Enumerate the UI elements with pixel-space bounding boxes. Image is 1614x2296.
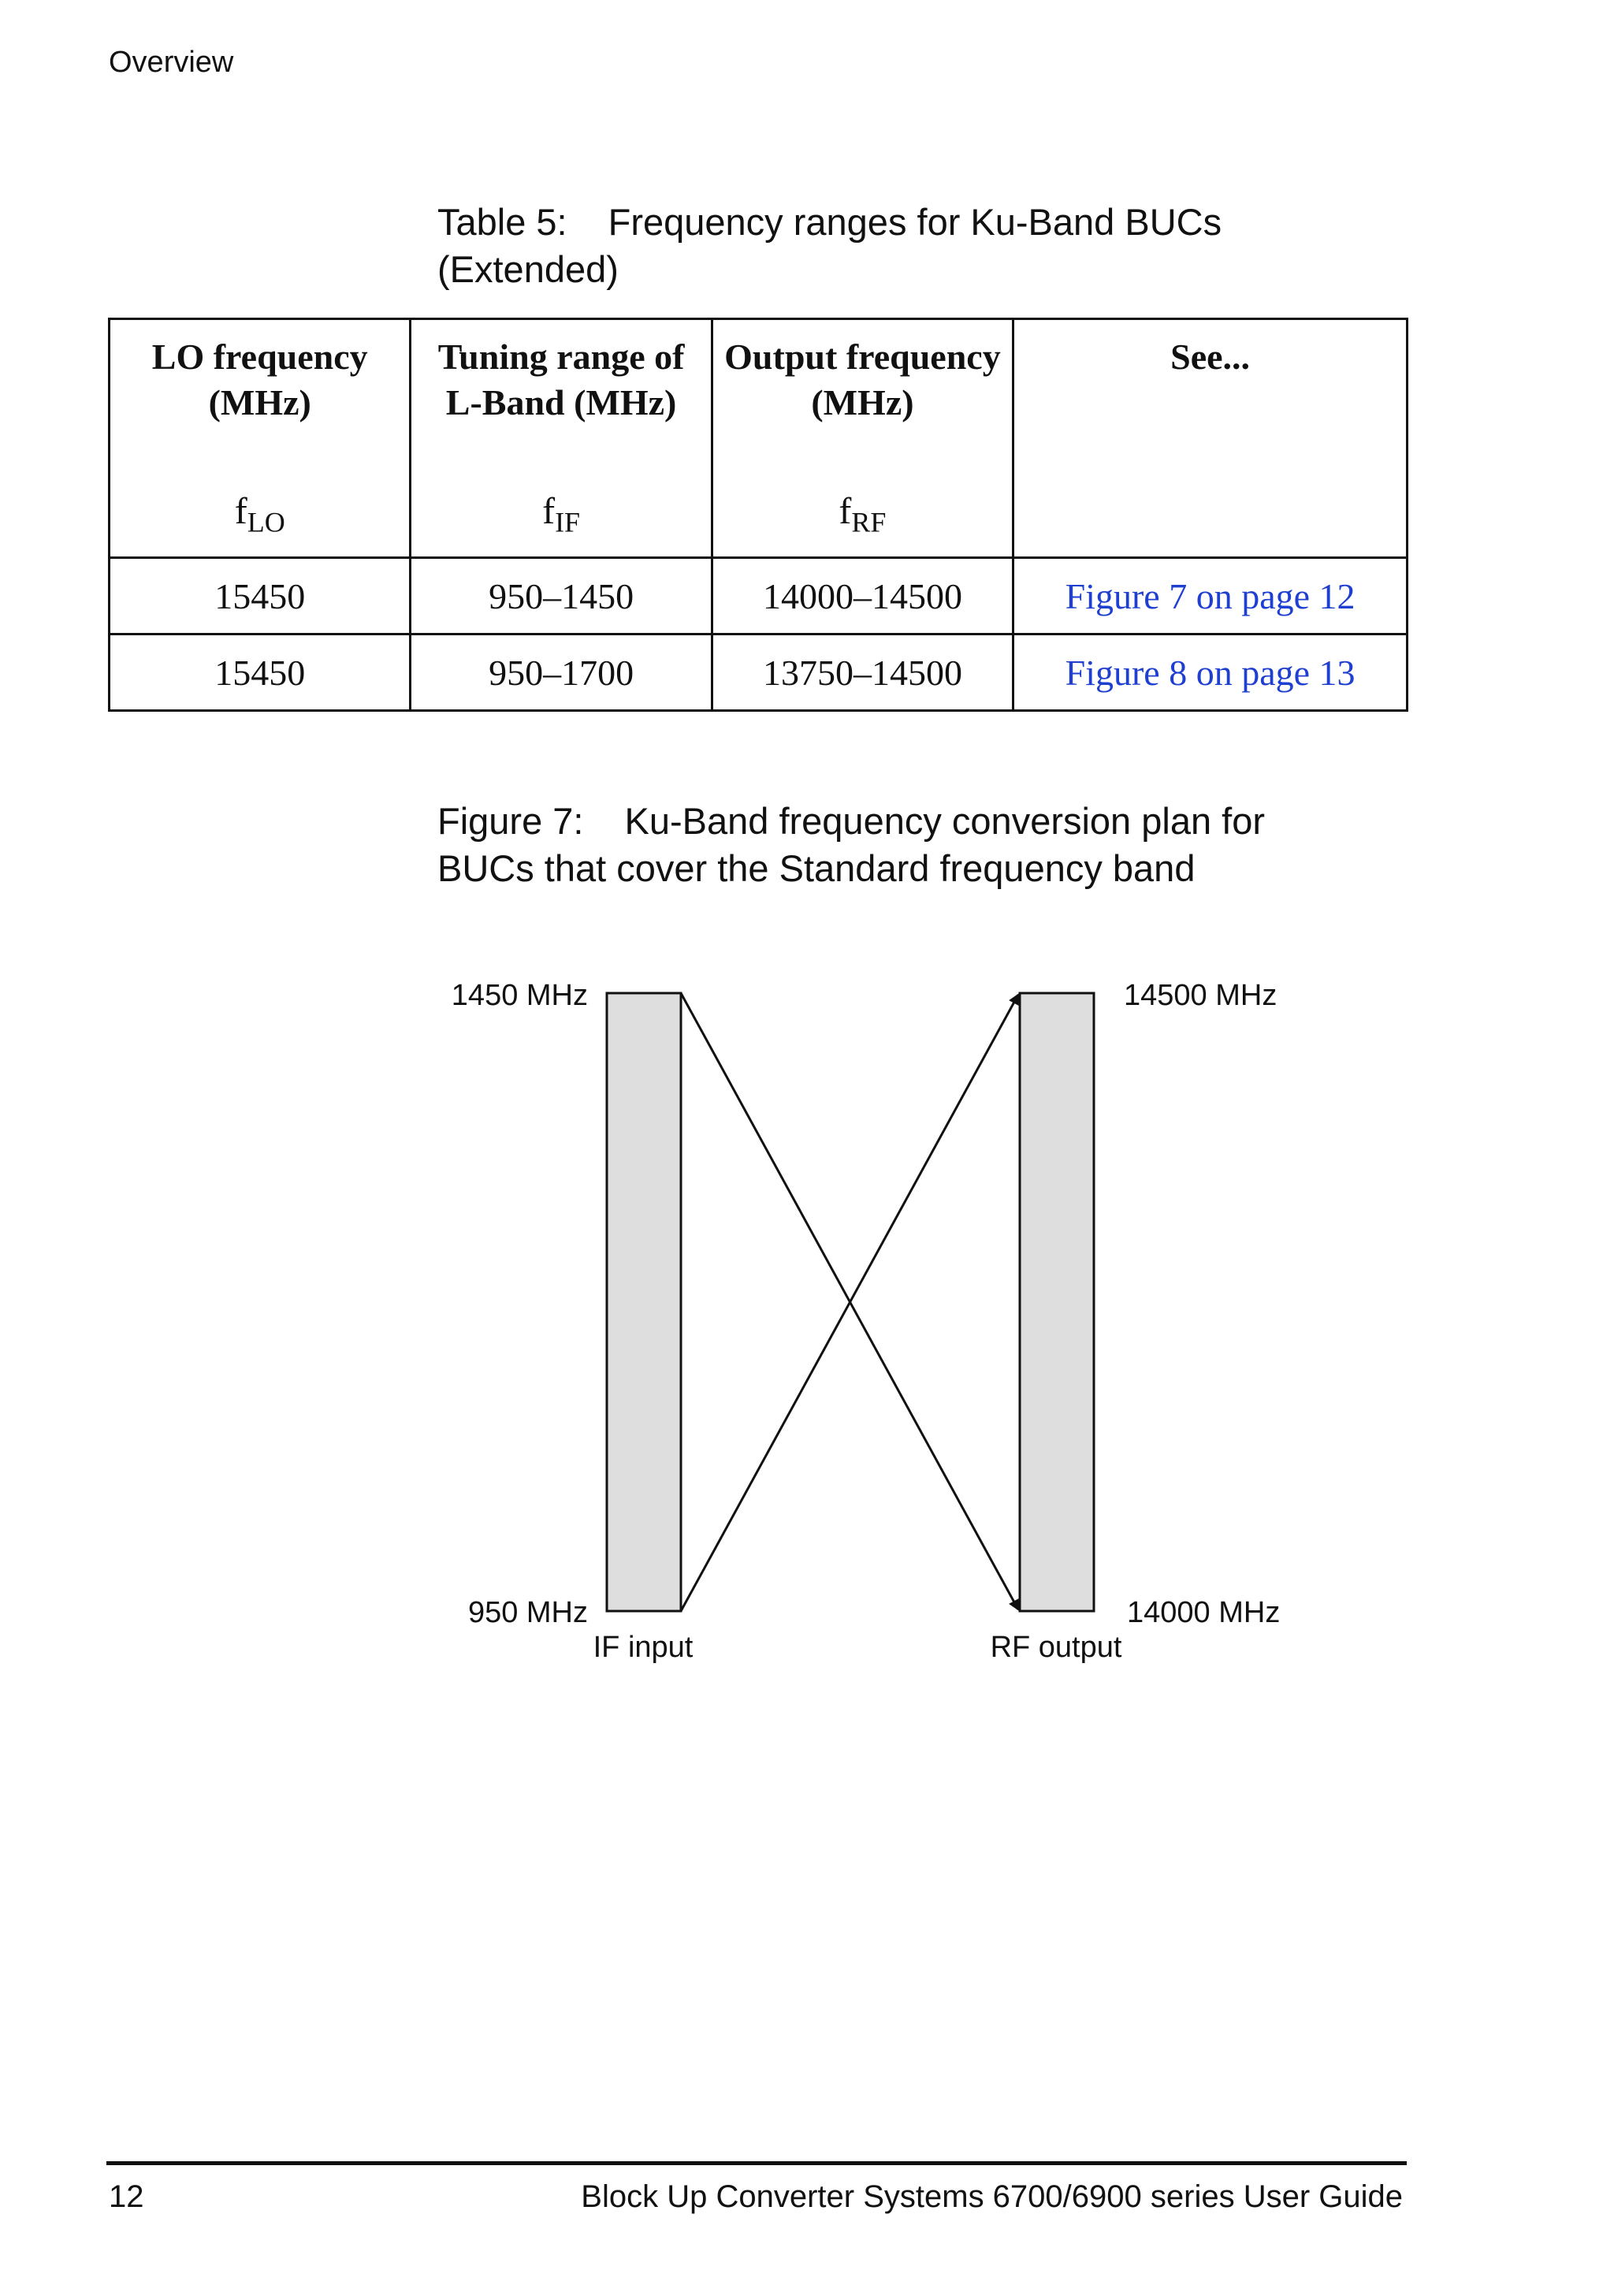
page-number: 12 — [109, 2179, 144, 2214]
cell-lo: 15450 — [110, 634, 411, 711]
symbol-f-lo: $f_{LO}$ — [234, 490, 285, 538]
figure-caption-label: Figure 7: — [437, 800, 584, 842]
rf-bottom-frequency: 14000 MHz — [1127, 1596, 1281, 1629]
symbol-f-rf: $f_{RF}$ — [839, 490, 887, 538]
if-input-label: IF input — [593, 1631, 694, 1664]
figure-caption-text: Ku-Band frequency conversion plan for BUCs that cover the Standard frequency band — [437, 800, 1266, 889]
cell-output: 13750–14500 — [712, 634, 1013, 711]
symbol-f-if: $f_{IF}$ — [542, 490, 581, 538]
cell-tuning: 950–1700 — [411, 634, 712, 711]
document-title: Block Up Converter Systems 6700/6900 series User Guide — [581, 2179, 1403, 2214]
if-input-bar — [607, 993, 681, 1611]
figure-8-link[interactable]: Figure 8 on page 13 — [1013, 634, 1408, 711]
rf-top-frequency: 14500 MHz — [1124, 979, 1277, 1012]
cell-lo: 15450 — [110, 558, 411, 634]
header-see-title: See... — [1170, 337, 1251, 377]
if-bottom-frequency: 950 MHz — [467, 1596, 588, 1629]
section-header: Overview — [109, 46, 234, 79]
header-tuning-title: Tuning range of L-Band (MHz) — [437, 337, 685, 422]
cell-tuning: 950–1450 — [411, 558, 712, 634]
if-top-frequency: 1450 MHz — [451, 979, 588, 1012]
figure-7-link[interactable]: Figure 7 on page 12 — [1013, 558, 1408, 634]
rf-output-bar — [1020, 993, 1094, 1611]
table-caption-label: Table 5: — [437, 201, 567, 243]
cell-output: 14000–14500 — [712, 558, 1013, 634]
header-lo-title: LO frequency (MHz) — [151, 337, 368, 422]
rf-output-label: RF output — [990, 1631, 1122, 1664]
table-caption-text: Frequency ranges for Ku-Band BUCs (Extended) — [437, 201, 1222, 290]
footer-divider — [106, 2161, 1407, 2165]
header-output-title: Output frequency (MHz) — [724, 337, 1001, 422]
